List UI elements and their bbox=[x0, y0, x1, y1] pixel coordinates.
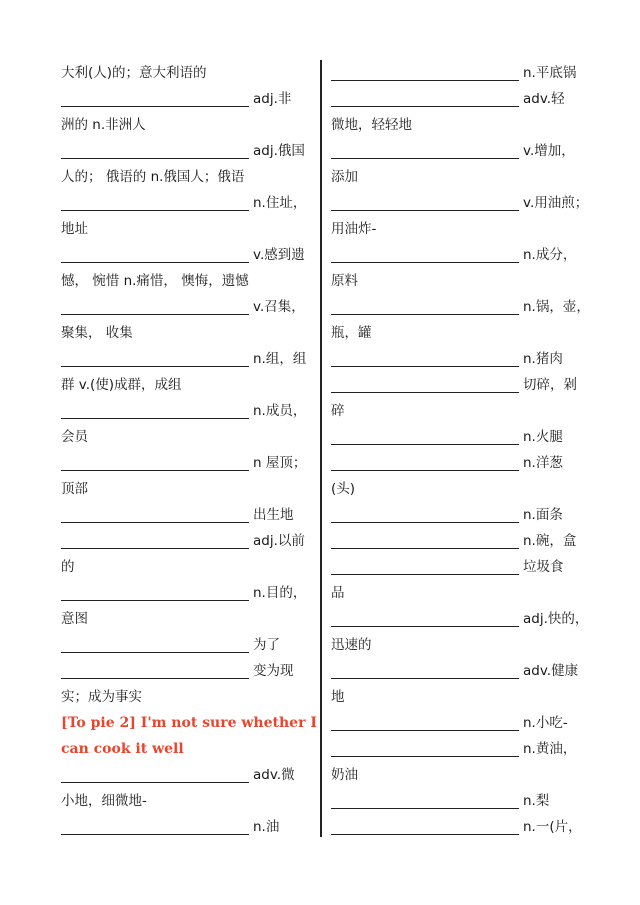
answer-blank[interactable] bbox=[61, 586, 249, 601]
entry-text: adv.健康 bbox=[523, 663, 579, 679]
right-line bbox=[331, 190, 593, 216]
left-line bbox=[61, 216, 313, 242]
right-line bbox=[331, 580, 593, 606]
entry-text: n.成员， bbox=[253, 403, 307, 419]
left-line bbox=[61, 606, 313, 632]
answer-blank[interactable] bbox=[61, 508, 249, 523]
answer-blank[interactable] bbox=[331, 456, 519, 471]
answer-blank[interactable] bbox=[331, 248, 519, 263]
entry-text: adj.非 bbox=[253, 91, 292, 107]
entry-text: v.召集， bbox=[253, 299, 305, 315]
entry-text: 憾， 惋惜 n.痛惜， 懊悔，遗憾 bbox=[61, 273, 249, 289]
right-column bbox=[331, 60, 593, 840]
right-line bbox=[331, 814, 593, 840]
entry-text: n.平底锅 bbox=[523, 65, 577, 81]
answer-blank[interactable] bbox=[331, 300, 519, 315]
entry-text: 洲的 n.非洲人 bbox=[61, 117, 146, 133]
left-line bbox=[61, 320, 313, 346]
right-line bbox=[331, 450, 593, 476]
answer-blank[interactable] bbox=[61, 404, 249, 419]
right-line bbox=[331, 216, 593, 242]
entry-text: n.火腿 bbox=[523, 429, 563, 445]
entry-text: 出生地 bbox=[253, 507, 294, 523]
entry-text: 迅速的 bbox=[331, 637, 372, 653]
entry-text: v.增加， bbox=[523, 143, 575, 159]
left-line bbox=[61, 398, 313, 424]
section-heading: can cook it well bbox=[61, 741, 184, 757]
left-line bbox=[61, 112, 313, 138]
left-line bbox=[61, 294, 313, 320]
right-line bbox=[331, 320, 593, 346]
answer-blank[interactable] bbox=[61, 144, 249, 159]
right-line bbox=[331, 112, 593, 138]
left-line bbox=[61, 190, 313, 216]
answer-blank[interactable] bbox=[331, 716, 519, 731]
answer-blank[interactable] bbox=[331, 92, 519, 107]
right-line bbox=[331, 294, 593, 320]
left-line bbox=[61, 554, 313, 580]
left-line bbox=[61, 476, 313, 502]
left-line bbox=[61, 60, 313, 86]
left-line bbox=[61, 632, 313, 658]
answer-blank[interactable] bbox=[331, 794, 519, 809]
left-line bbox=[61, 528, 313, 554]
answer-blank[interactable] bbox=[331, 66, 519, 81]
entry-text: n.成分， bbox=[523, 247, 577, 263]
entry-text: adv.轻 bbox=[523, 91, 565, 107]
entry-text: 意图 bbox=[61, 611, 88, 627]
answer-blank[interactable] bbox=[331, 196, 519, 211]
entry-text: adj.俄国 bbox=[253, 143, 305, 159]
left-line bbox=[61, 138, 313, 164]
left-line bbox=[61, 580, 313, 606]
right-line bbox=[331, 658, 593, 684]
entry-text: n 屋顶； bbox=[253, 455, 307, 471]
entry-text: 添加 bbox=[331, 169, 358, 185]
right-line bbox=[331, 346, 593, 372]
right-line bbox=[331, 502, 593, 528]
answer-blank[interactable] bbox=[331, 352, 519, 367]
left-line bbox=[61, 658, 313, 684]
answer-blank[interactable] bbox=[61, 820, 249, 835]
entry-text: 奶油 bbox=[331, 767, 358, 783]
entry-text: 品 bbox=[331, 585, 345, 601]
entry-text: n.洋葱 bbox=[523, 455, 563, 471]
left-column bbox=[61, 60, 317, 840]
answer-blank[interactable] bbox=[331, 508, 519, 523]
entry-text: 小地，细微地- bbox=[61, 793, 147, 809]
entry-text: 变为现 bbox=[253, 663, 294, 679]
right-line bbox=[331, 398, 593, 424]
entry-text: 顶部 bbox=[61, 481, 88, 497]
answer-blank[interactable] bbox=[61, 248, 249, 263]
entry-text: 垃圾食 bbox=[523, 559, 564, 575]
entry-text: 原料 bbox=[331, 273, 358, 289]
answer-blank[interactable] bbox=[331, 430, 519, 445]
answer-blank[interactable] bbox=[331, 664, 519, 679]
left-line bbox=[61, 502, 313, 528]
entry-text: 为了 bbox=[253, 637, 280, 653]
answer-blank[interactable] bbox=[61, 768, 249, 783]
right-line bbox=[331, 762, 593, 788]
left-line bbox=[61, 86, 313, 112]
left-line bbox=[61, 372, 313, 398]
right-line bbox=[331, 372, 593, 398]
entry-text: 用油炸- bbox=[331, 221, 377, 237]
right-line bbox=[331, 86, 593, 112]
left-line bbox=[61, 736, 313, 762]
entry-text: adj.以前 bbox=[253, 533, 305, 549]
answer-blank[interactable] bbox=[331, 560, 519, 575]
entry-text: adv.微 bbox=[253, 767, 295, 783]
answer-blank[interactable] bbox=[331, 378, 519, 393]
entry-text: (头) bbox=[331, 481, 356, 497]
left-line bbox=[61, 450, 313, 476]
answer-blank[interactable] bbox=[61, 638, 249, 653]
entry-text: n.组，组 bbox=[253, 351, 307, 367]
answer-blank[interactable] bbox=[61, 92, 249, 107]
left-line bbox=[61, 268, 313, 294]
entry-text: adj.快的， bbox=[523, 611, 589, 627]
entry-text: 微地，轻轻地 bbox=[331, 117, 412, 133]
right-line bbox=[331, 138, 593, 164]
right-line bbox=[331, 164, 593, 190]
entry-text: n.猪肉 bbox=[523, 351, 563, 367]
right-line bbox=[331, 684, 593, 710]
section-heading: [To pie 2] I'm not sure whether I bbox=[61, 715, 317, 731]
answer-blank[interactable] bbox=[331, 742, 519, 757]
entry-text: v.用油煎； bbox=[523, 195, 589, 211]
right-line bbox=[331, 736, 593, 762]
entry-text: 碎 bbox=[331, 403, 345, 419]
entry-text: n.一(片， bbox=[523, 819, 582, 835]
entry-text: n.住址， bbox=[253, 195, 307, 211]
left-line bbox=[61, 164, 313, 190]
entry-text: n.面条 bbox=[523, 507, 563, 523]
right-line bbox=[331, 242, 593, 268]
entry-text: 实；成为事实 bbox=[61, 689, 142, 705]
right-line bbox=[331, 710, 593, 736]
answer-blank[interactable] bbox=[331, 144, 519, 159]
entry-text: 大利(人)的；意大利语的 bbox=[61, 65, 207, 81]
entry-text: v.感到遗 bbox=[253, 247, 305, 263]
left-line bbox=[61, 814, 313, 840]
answer-blank[interactable] bbox=[61, 664, 249, 679]
entry-text: n.目的， bbox=[253, 585, 307, 601]
right-line bbox=[331, 632, 593, 658]
entry-text: 地 bbox=[331, 689, 345, 705]
left-line bbox=[61, 346, 313, 372]
answer-blank[interactable] bbox=[61, 196, 249, 211]
entry-text: n.梨 bbox=[523, 793, 550, 809]
entry-text: 地址 bbox=[61, 221, 88, 237]
entry-text: 人的； 俄语的 n.俄国人；俄语 bbox=[61, 169, 245, 185]
answer-blank[interactable] bbox=[61, 534, 249, 549]
entry-text: 会员 bbox=[61, 429, 88, 445]
left-line bbox=[61, 684, 313, 710]
answer-blank[interactable] bbox=[331, 612, 519, 627]
column-divider bbox=[320, 60, 322, 837]
right-line bbox=[331, 554, 593, 580]
right-line bbox=[331, 528, 593, 554]
entry-text: 的 bbox=[61, 559, 75, 575]
entry-text: n.油 bbox=[253, 819, 280, 835]
right-line bbox=[331, 788, 593, 814]
answer-blank[interactable] bbox=[61, 352, 249, 367]
entry-text: n.小吃- bbox=[523, 715, 568, 731]
left-line bbox=[61, 788, 313, 814]
entry-text: n.碗，盒 bbox=[523, 533, 577, 549]
entry-text: 群 v.(使)成群，成组 bbox=[61, 377, 182, 393]
right-line bbox=[331, 424, 593, 450]
right-line bbox=[331, 268, 593, 294]
entry-text: 聚集， 收集 bbox=[61, 325, 133, 341]
answer-blank[interactable] bbox=[61, 456, 249, 471]
entry-text: 切碎，剁 bbox=[523, 377, 577, 393]
right-line bbox=[331, 476, 593, 502]
left-line bbox=[61, 710, 317, 736]
answer-blank[interactable] bbox=[331, 820, 519, 835]
entry-text: n.锅，壶， bbox=[523, 299, 590, 315]
left-line bbox=[61, 242, 313, 268]
entry-text: 瓶，罐 bbox=[331, 325, 372, 341]
left-line bbox=[61, 424, 313, 450]
answer-blank[interactable] bbox=[61, 300, 249, 315]
answer-blank[interactable] bbox=[331, 534, 519, 549]
right-line bbox=[331, 60, 593, 86]
entry-text: n.黄油， bbox=[523, 741, 577, 757]
left-line bbox=[61, 762, 313, 788]
right-line bbox=[331, 606, 593, 632]
